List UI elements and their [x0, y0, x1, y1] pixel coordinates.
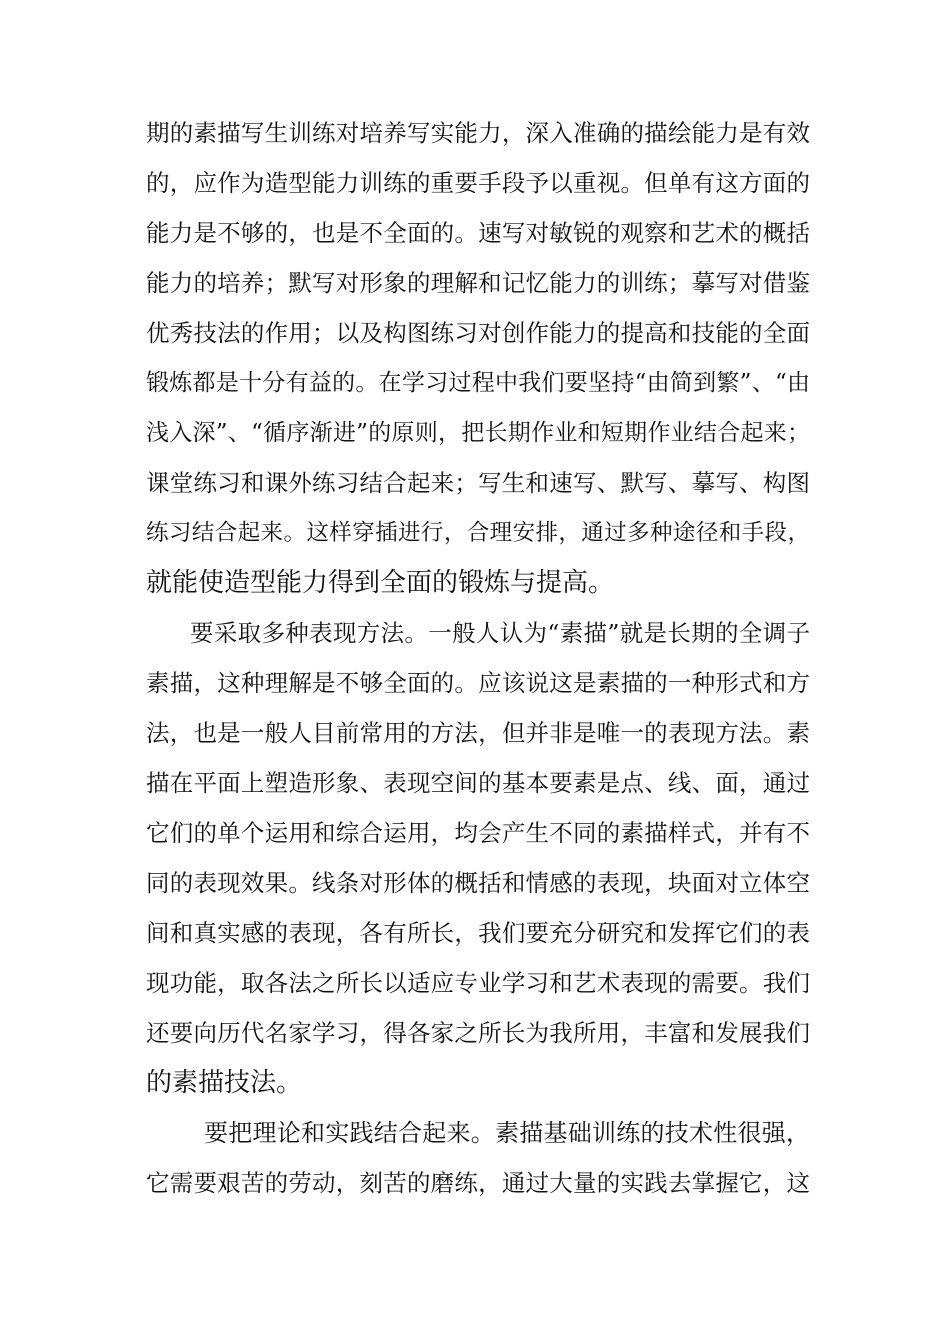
text-line: 练习结合起来。这样穿插进行，合理安排，通过多种途径和手段， — [146, 520, 810, 546]
paragraph-2 — [146, 608, 810, 1108]
text-line: 要采取多种表现方法。一般人认为“素描”就是长期的全调子 — [190, 619, 810, 647]
text-line: 课堂练习和课外练习结合起来；写生和速写、默写、摹写、构图 — [146, 469, 810, 497]
text-line: 期的素描写生训练对培养写实能力，深入准确的描绘能力是有效 — [146, 119, 810, 147]
text-line: 还要向历代名家学习，得各家之所长为我所用，丰富和发展我们 — [146, 1019, 810, 1047]
text-line: 锻炼都是十分有益的。在学习过程中我们要坚持“由简到繁”、“由 — [146, 370, 810, 396]
text-line: 优秀技法的作用；以及构图练习对创作能力的提高和技能的全面 — [146, 319, 810, 347]
paragraph-1 — [146, 108, 810, 608]
text-line: 间和真实感的表现，各有所长，我们要充分研究和发挥它们的表 — [146, 919, 810, 947]
text-line: 的，应作为造型能力训练的重要手段予以重视。但单有这方面的 — [146, 169, 810, 197]
text-line: 素描，这种理解是不够全面的。应该说这是素描的一种形式和方 — [146, 669, 810, 697]
text-line: 的素描技法。 — [146, 1068, 303, 1098]
text-line: 它们的单个运用和综合运用，均会产生不同的素描样式，并有不 — [146, 819, 810, 847]
text-line: 现功能，取各法之所长以适应专业学习和艺术表现的需要。我们 — [146, 969, 810, 997]
text-line: 能力是不够的，也是不全面的。速写对敏锐的观察和艺术的概括 — [146, 219, 810, 247]
text-line: 浅入深”、“循序渐进”的原则，把长期作业和短期作业结合起来； — [146, 420, 810, 446]
text-line: 描在平面上塑造形象、表现空间的基本要素是点、线、面，通过 — [146, 769, 810, 797]
text-line: 同的表现效果。线条对形体的概括和情感的表现，块面对立体空 — [146, 869, 810, 897]
text-line: 要把理论和实践结合起来。素描基础训练的技术性很强， — [204, 1119, 810, 1147]
text-line: 就能使造型能力得到全面的锻炼与提高。 — [146, 568, 615, 598]
body-text — [146, 108, 810, 1208]
text-line: 法，也是一般人目前常用的方法，但并非是唯一的表现方法。素 — [146, 719, 810, 747]
text-line: 能力的培养；默写对形象的理解和记忆能力的训练；摹写对借鉴 — [146, 269, 810, 297]
paragraph-3 — [146, 1108, 810, 1208]
text-line: 它需要艰苦的劳动，刻苦的磨练，通过大量的实践去掌握它，这 — [146, 1169, 810, 1197]
